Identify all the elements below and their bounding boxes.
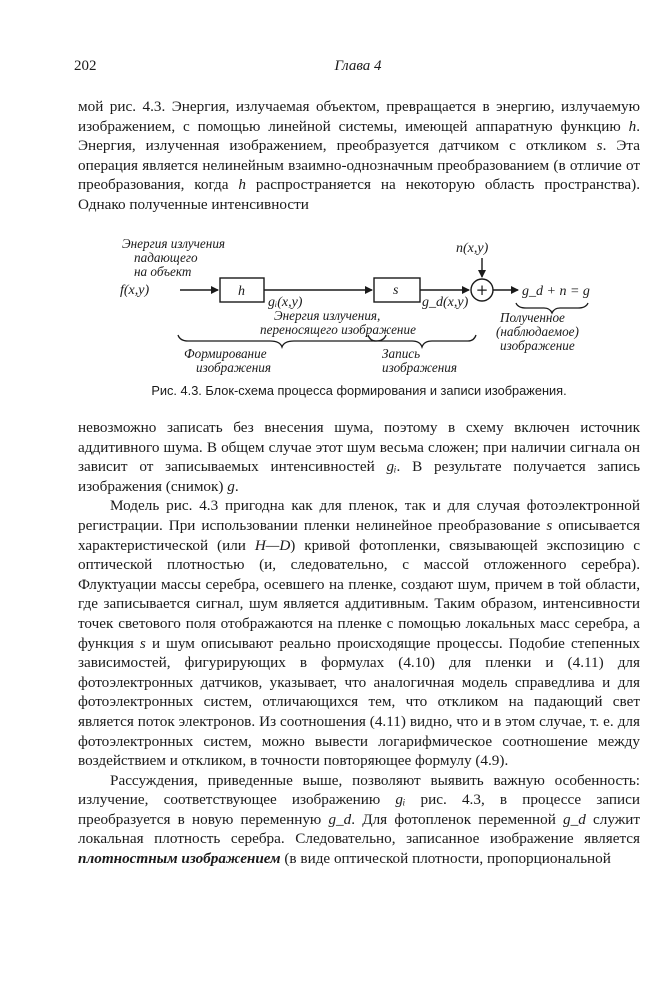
p4-text-4: служит локальная плотность серебра. Следовательно, записанное изображение является xyxy=(78,810,640,848)
formation-line-2: изображения xyxy=(196,360,272,375)
received-line-3: изображение xyxy=(500,338,575,353)
image-energy-line-1: Энергия излучения, xyxy=(274,308,381,323)
p2-g: g xyxy=(227,477,235,495)
source-energy-line-2: падающего xyxy=(134,250,198,265)
p3-s-1: s xyxy=(546,516,553,534)
p4-gi: gᵢ xyxy=(395,791,406,809)
p4-emphasis: плотностным изображением xyxy=(78,850,281,868)
p4-gd-2: g_d xyxy=(563,810,586,828)
p2-text-3: . xyxy=(234,477,239,495)
paragraph-4 xyxy=(78,771,640,869)
signal-gi-label: gᵢ(x,y) xyxy=(268,295,303,310)
paragraph-2 xyxy=(78,418,640,496)
p4-text-2: рис. 4.3, в процессе записи преобразуется в новую переменную xyxy=(78,791,640,828)
p3-text-1: Модель рис. 4.3 пригодна как для пленок, так и для случая фотоэлектронной регистрации. При использовании пленки нелинейное преобразование xyxy=(78,497,640,534)
paragraph-1 xyxy=(78,97,640,215)
formation-line-1: Формирование xyxy=(184,346,267,361)
output-label: g_d + n = g xyxy=(522,284,590,299)
p1-text-2: . Энергия, излученная изображением, преобразуется датчиком с откликом xyxy=(78,117,640,155)
paragraph-3 xyxy=(78,496,640,770)
received-line-1: Полученное xyxy=(500,310,565,325)
p1-h-1: h xyxy=(628,117,637,135)
p2-text-1: невозможно записать без внесения шума, поэтому в схему включен источник аддитивного шума. В общем случае этот шум весьма сложен; при наличии сигнала он зависит от записываемых интенсивностей xyxy=(78,419,640,476)
received-line-2: (наблюдаемое) xyxy=(496,324,579,339)
p2-text-2: . В результате получается запись изображения (снимок) xyxy=(78,458,640,495)
p1-text-3: . Эта операция является нелинейным взаимно-однозначным преобразованием (в отличие от преобразования, когда xyxy=(78,137,640,194)
p4-text-3: . Для фотопленок переменной xyxy=(351,810,564,828)
figure-caption: Рис. 4.3. Блок-схема процесса формирования и записи изображения. xyxy=(151,383,567,398)
p3-text-3: ) кривой фотопленки, связывающей экспозицию с оптической плотностью (и, следовательно, с массой отложенного серебра). Флуктуации массы серебра, осевшего на пленке, создают шум, причем в той области, где записывается сигнал, шум является аддитивным. Таким образом, интенсивности точек светового поля отображаются на пленке с помощью локальных масс серебра, а функция xyxy=(78,536,641,652)
p1-text-1: мой рис. 4.3. Энергия, излучаемая объектом, превращается в энергию, излучаемую изображением, с помощью линейной системы, имеющей аппаратную функцию xyxy=(78,98,640,135)
source-energy-line-1: Энергия излучения xyxy=(122,238,226,251)
p3-text-4: и шум описывают реально происходящие процессы. Подобие степенных зависимостей, фигурирующих в формулах (4.10) для пленки и (4.11) для фотоэлектронных датчиков, указывает, что аналогичная модель справедлива и для фотоэлектронных систем, отличающихся тем, что откликом на падающий свет является поток электронов. Из соотношения (4.11) видно, что и в этом случае, т. е. для фотоэлектронных систем, можно вывести логарифмическое соотношение между воздействием и откликом, в точности повторяющее формулу (4.9). xyxy=(78,634,640,770)
p1-s-1: s xyxy=(596,137,603,155)
block-s-label: s xyxy=(393,283,399,298)
p2-gi: gᵢ xyxy=(386,458,397,476)
p1-text-4: распространяется на некоторую область пространства). Однако полученные интенсивности xyxy=(78,176,641,213)
chapter-title: Глава 4 xyxy=(334,58,382,74)
page-number: 202 xyxy=(74,58,97,74)
p4-text-5: (в виде оптической плотности, пропорциональной xyxy=(280,850,611,868)
block-diagram xyxy=(120,238,600,378)
p3-text-2: описывается характеристической (или xyxy=(78,516,641,554)
page-header xyxy=(74,58,642,80)
block-diagram-svg xyxy=(120,238,600,378)
paragraph-2-block xyxy=(78,418,640,869)
image-energy-line-2: переносящего изображение xyxy=(260,322,416,337)
p3-s-2: s xyxy=(139,634,146,652)
source-energy-line-3: на объект xyxy=(134,264,192,279)
p4-gd-1: g_d xyxy=(328,810,352,828)
p1-h-2: h xyxy=(238,176,246,194)
p4-text-1: Рассуждения, приведенные выше, позволяют выявить важную особенность: излучение, соответствующее изображению xyxy=(78,771,640,809)
p3-hd: H—D xyxy=(254,536,291,554)
recording-line-2: изображения xyxy=(382,360,458,375)
block-h-label: h xyxy=(238,284,245,299)
input-label: f(x,y) xyxy=(120,283,150,298)
noise-label: n(x,y) xyxy=(456,241,489,256)
adder-sign: + xyxy=(475,281,489,299)
recording-line-1: Запись xyxy=(382,346,421,361)
signal-gd-label: g_d(x,y) xyxy=(422,295,469,310)
